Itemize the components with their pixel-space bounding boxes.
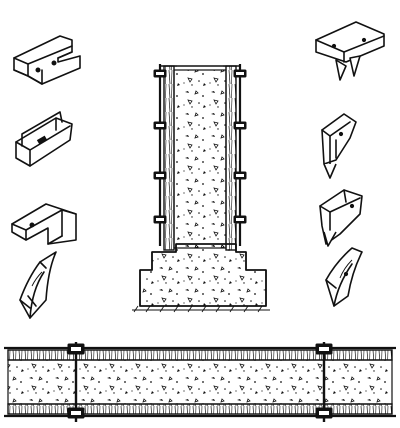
corner-bracket-icon [12, 204, 76, 244]
t-bracket-icon [14, 36, 80, 84]
column-form-icon [132, 64, 270, 312]
curved-saddle-icon [20, 252, 56, 318]
angled-hook-bracket-icon [322, 114, 356, 178]
beam-concrete [8, 360, 392, 404]
column-concrete [174, 70, 226, 248]
beam-form-icon [4, 342, 396, 422]
channel-clamp-icon [16, 112, 72, 166]
flared-clamp-icon [320, 190, 362, 246]
spike-bracket-icon [316, 22, 384, 80]
curved-clip-icon [326, 248, 362, 306]
